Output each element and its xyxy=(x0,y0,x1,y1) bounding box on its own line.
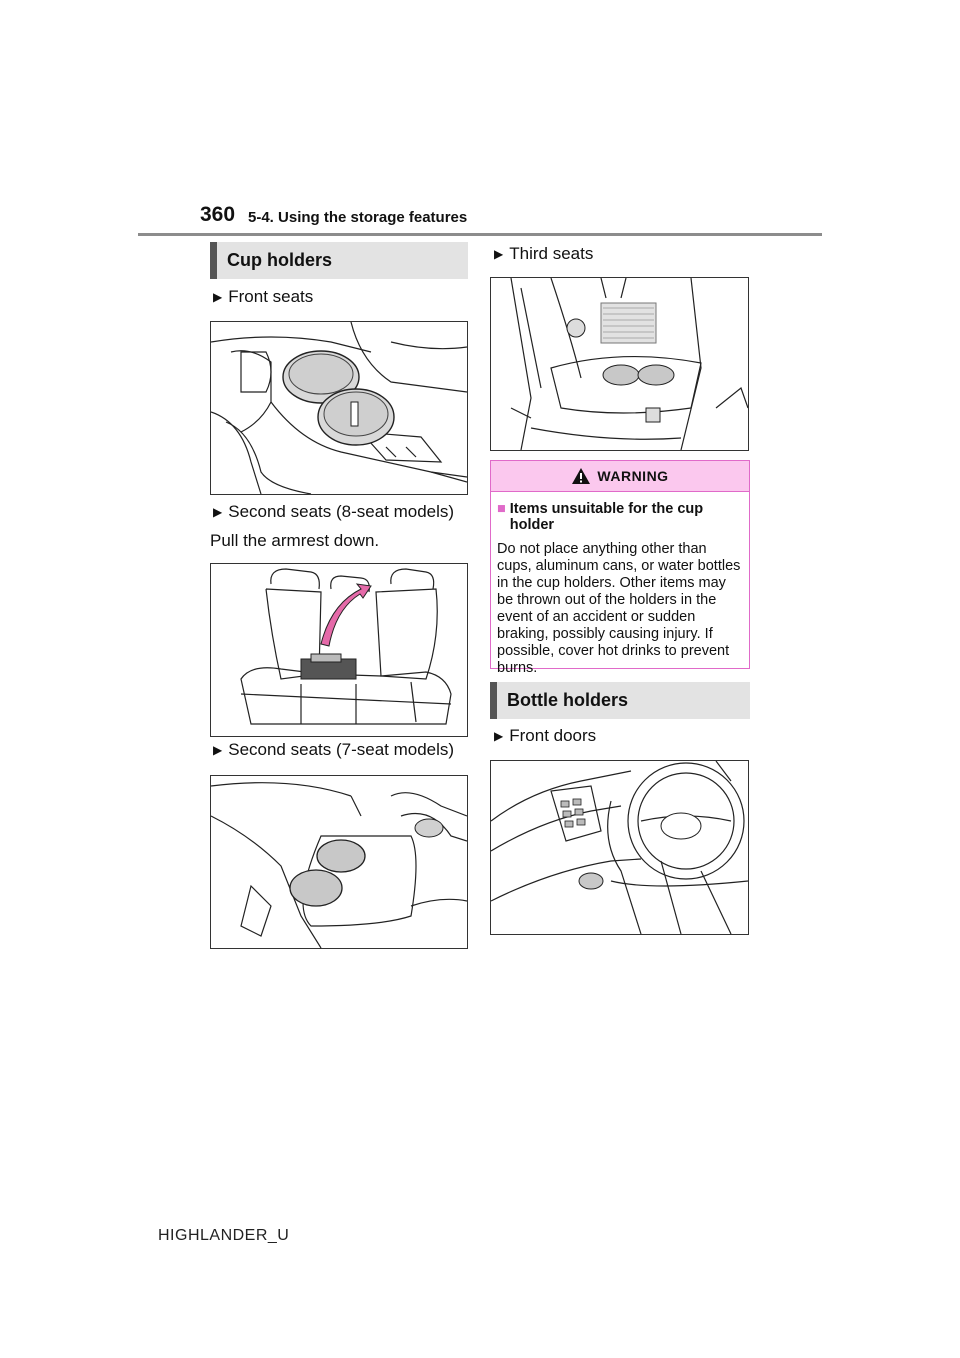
warning-subtitle: ■ Items unsuitable for the cup holder xyxy=(497,501,704,533)
triangle-right-icon: ▶ xyxy=(213,505,223,519)
warning-body: Do not place anything other than cups, aluminum cans, or water bottles in the cup holders. Other items may be thrown out of the holders in the event of an accident or sudden braking, possibly causing injury. If possible, cover hot drinks to prevent burns. xyxy=(497,541,741,676)
figure-third-seats xyxy=(490,277,749,451)
front-seats-label: ▶ Front seats xyxy=(213,287,314,306)
warning-header xyxy=(491,461,749,492)
footer-model: HIGHLANDER_U xyxy=(158,1227,290,1244)
armrest-instruction: Pull the armrest down. xyxy=(210,531,380,550)
bottle-holders-heading: Bottle holders xyxy=(490,682,750,719)
figure-second-seats-7 xyxy=(210,775,468,949)
triangle-right-icon: ▶ xyxy=(494,729,504,743)
second-seat-console-illustration xyxy=(211,776,467,948)
triangle-right-icon: ▶ xyxy=(213,290,223,304)
front-door-bottle-holder-illustration xyxy=(491,761,748,934)
header-rule xyxy=(138,233,822,236)
figure-front-seats xyxy=(210,321,468,495)
front-doors-label: ▶ Front doors xyxy=(494,726,597,745)
section-title: 5-4. Using the storage features xyxy=(248,209,468,226)
third-seat-cupholder-illustration xyxy=(491,278,748,450)
figure-second-seats-8 xyxy=(210,563,468,737)
second-seats-8-label: ▶ Second seats (8-seat models) xyxy=(213,502,455,521)
second-seat-armrest-illustration xyxy=(211,564,467,736)
front-seat-cupholder-illustration xyxy=(211,322,467,494)
triangle-right-icon: ▶ xyxy=(494,247,504,261)
warning-triangle-icon xyxy=(571,467,591,485)
square-icon: ■ xyxy=(497,501,506,517)
third-seats-label: ▶ Third seats xyxy=(494,244,594,263)
figure-front-doors xyxy=(490,760,749,935)
cup-holders-heading: Cup holders xyxy=(210,242,468,279)
warning-title: WARNING xyxy=(597,468,669,484)
triangle-right-icon: ▶ xyxy=(213,743,223,757)
second-seats-7-label: ▶ Second seats (7-seat models) xyxy=(213,740,455,759)
page-number: 360 xyxy=(200,203,236,226)
warning-box xyxy=(490,460,750,676)
